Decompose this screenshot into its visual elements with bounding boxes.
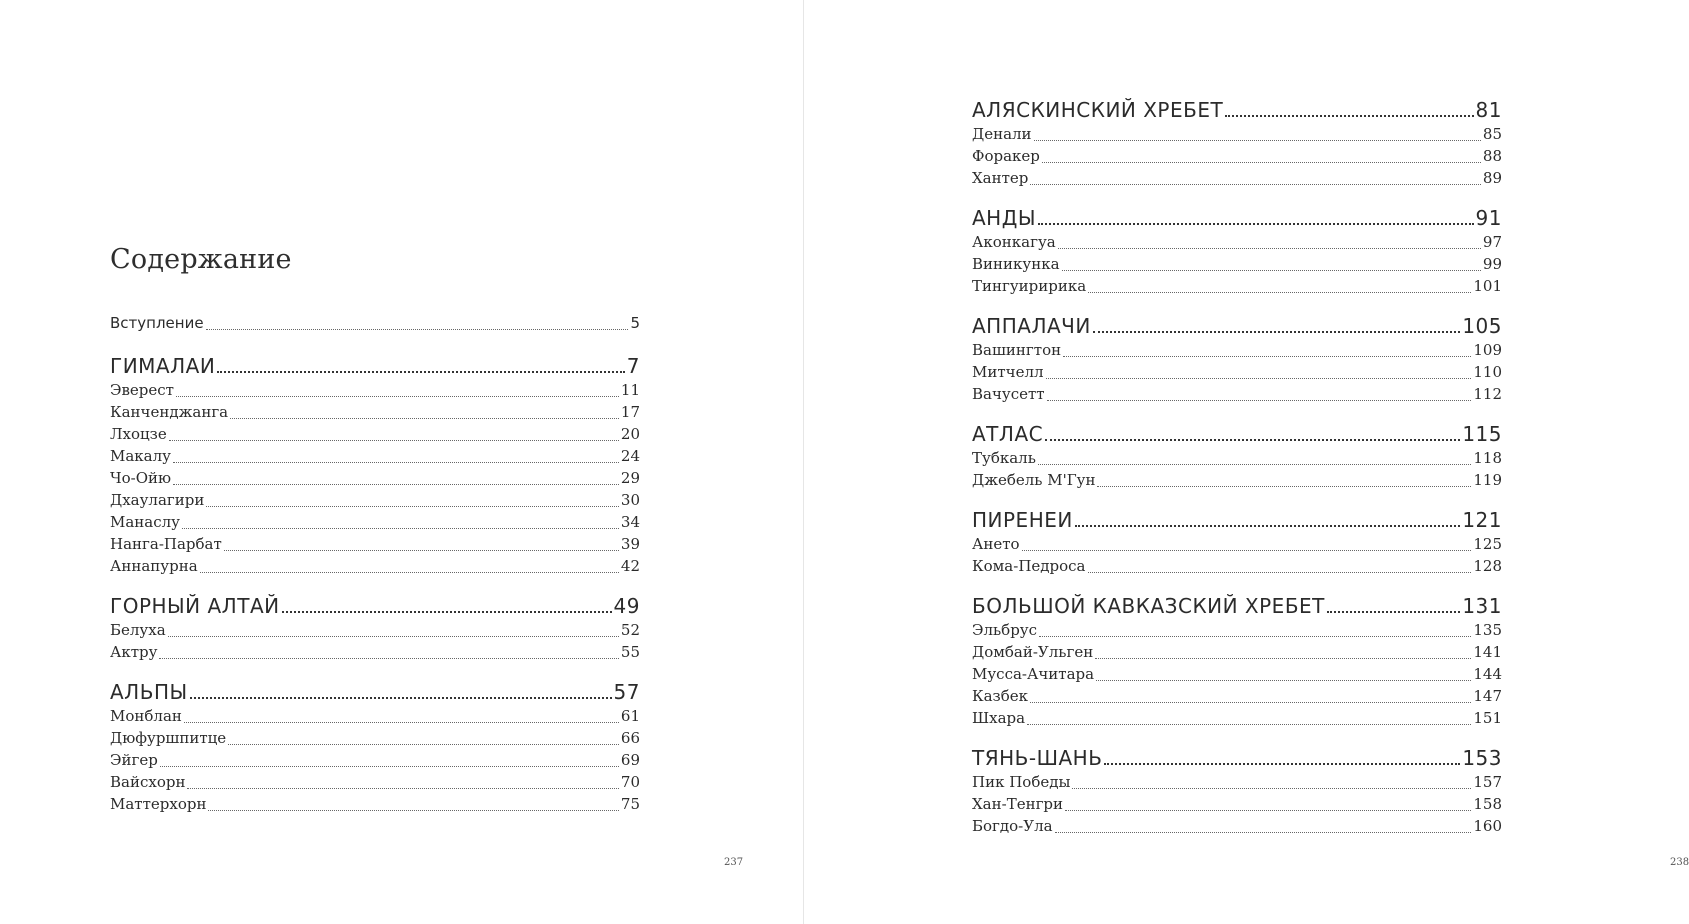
- toc-entry-label: Виникунка: [972, 255, 1060, 273]
- toc-intro-row[interactable]: [110, 312, 640, 334]
- toc-entry-label: АНДЫ: [972, 206, 1036, 230]
- toc-entry[interactable]: [110, 423, 640, 445]
- toc-entry-label: Канченджанга: [110, 403, 229, 421]
- dot-leader: [1063, 339, 1471, 361]
- toc-section-heading[interactable]: [110, 679, 640, 705]
- toc-section: [110, 353, 640, 577]
- left-page: [0, 0, 804, 924]
- toc-entry-label: Монблан: [110, 707, 182, 725]
- toc-page-number: 115: [1462, 422, 1502, 446]
- dot-leader: [187, 771, 618, 793]
- toc-page-number: 121: [1462, 508, 1502, 532]
- toc-page-number: 81: [1475, 98, 1502, 122]
- toc-entry-label: АЛЯСКИНСКИЙ ХРЕБЕТ: [972, 98, 1224, 122]
- dot-leader: [1039, 619, 1471, 641]
- toc-entry-label: Аннапурна: [110, 557, 198, 575]
- dot-leader: [173, 445, 619, 467]
- dot-leader: [168, 619, 619, 641]
- toc-entry-label: Ането: [972, 535, 1020, 553]
- toc-entry[interactable]: [972, 771, 1502, 793]
- page-title: Содержание: [110, 244, 292, 275]
- dot-leader: [1047, 383, 1472, 405]
- left-sections: [110, 353, 640, 815]
- toc-page-number: 69: [620, 751, 640, 769]
- dot-leader: [182, 511, 619, 533]
- toc-page-number: 88: [1482, 147, 1502, 165]
- dot-leader: [1046, 361, 1472, 383]
- toc-page-number: 89: [1482, 169, 1502, 187]
- toc-page-number: 85: [1482, 125, 1502, 143]
- toc-page-number: 7: [626, 354, 640, 378]
- toc-entry-label: Джебель М'Гун: [972, 471, 1096, 489]
- toc-entry-label: Эльбрус: [972, 621, 1038, 639]
- toc-page-number: 141: [1473, 643, 1502, 661]
- toc-entry-label: Эверест: [110, 381, 174, 399]
- toc-entry-label: АЛЬПЫ: [110, 680, 188, 704]
- toc-page-number: 75: [620, 795, 640, 813]
- toc-section: [972, 97, 1502, 189]
- page-folio-left: 237: [724, 857, 744, 868]
- toc-page-number: 157: [1473, 773, 1502, 791]
- toc-page-number: 97: [1482, 233, 1502, 251]
- toc-page-number: 66: [620, 729, 640, 747]
- toc-entry-label: Пик Победы: [972, 773, 1071, 791]
- right-toc: [972, 97, 1502, 853]
- toc-entry-label: Белуха: [110, 621, 166, 639]
- toc-page-number: 39: [620, 535, 640, 553]
- dot-leader: [1072, 771, 1471, 793]
- dot-leader: [1034, 123, 1481, 145]
- dot-leader: [1075, 507, 1460, 533]
- toc-entry-label: Шхара: [972, 709, 1026, 727]
- toc-entry-label: Домбай-Ульген: [972, 643, 1094, 661]
- dot-leader: [190, 679, 612, 705]
- toc-entry-label: Чо-Ойю: [110, 469, 172, 487]
- dot-leader: [224, 533, 619, 555]
- toc-section-heading[interactable]: [110, 593, 640, 619]
- toc-entry-label: ГИМАЛАИ: [110, 354, 216, 378]
- dot-leader: [1030, 685, 1471, 707]
- dot-leader: [1088, 555, 1472, 577]
- toc-page-number: 11: [620, 381, 640, 399]
- toc-page-number: 17: [620, 403, 640, 421]
- toc-entry[interactable]: [972, 555, 1502, 577]
- toc-page-number: 101: [1473, 277, 1502, 295]
- toc-page-number: 5: [630, 314, 640, 332]
- toc-page-number: 144: [1473, 665, 1502, 683]
- right-sections: [972, 97, 1502, 837]
- toc-section: [972, 313, 1502, 405]
- dot-leader: [208, 793, 618, 815]
- toc-section-heading[interactable]: [972, 313, 1502, 339]
- toc-entry[interactable]: [972, 145, 1502, 167]
- toc-page-number: 29: [620, 469, 640, 487]
- dot-leader: [1055, 815, 1472, 837]
- dot-leader: [1038, 205, 1474, 231]
- dot-leader: [160, 749, 619, 771]
- toc-entry[interactable]: [110, 619, 640, 641]
- toc-page-number: 109: [1473, 341, 1502, 359]
- toc-entry-label: Нанга-Парбат: [110, 535, 222, 553]
- toc-entry[interactable]: [110, 727, 640, 749]
- toc-entry-label: Денали: [972, 125, 1032, 143]
- toc-entry[interactable]: [972, 123, 1502, 145]
- toc-entry[interactable]: [972, 469, 1502, 491]
- dot-leader: [1058, 231, 1481, 253]
- dot-leader: [1045, 421, 1460, 447]
- dot-leader: [282, 593, 612, 619]
- toc-entry[interactable]: [110, 489, 640, 511]
- toc-entry-label: АППАЛАЧИ: [972, 314, 1091, 338]
- toc-entry-label: Богдо-Ула: [972, 817, 1053, 835]
- toc-section: [972, 745, 1502, 837]
- toc-entry-label: Митчелл: [972, 363, 1044, 381]
- dot-leader: [230, 401, 619, 423]
- toc-page-number: 70: [620, 773, 640, 791]
- toc-entry-label: ГОРНЫЙ АЛТАЙ: [110, 594, 280, 618]
- toc-entry-label: Вачусетт: [972, 385, 1045, 403]
- toc-entry[interactable]: [110, 749, 640, 771]
- toc-page-number: 105: [1462, 314, 1502, 338]
- toc-page-number: 57: [613, 680, 640, 704]
- toc-entry[interactable]: [972, 339, 1502, 361]
- toc-entry-label: АТЛАС: [972, 422, 1044, 446]
- dot-leader: [228, 727, 619, 749]
- toc-entry[interactable]: [972, 815, 1502, 837]
- page-folio-right: 238: [1670, 857, 1689, 868]
- toc-entry-label: Макалу: [110, 447, 171, 465]
- toc-entry[interactable]: [972, 361, 1502, 383]
- toc-entry-label: Эйгер: [110, 751, 158, 769]
- toc-entry[interactable]: [972, 253, 1502, 275]
- toc-section: [972, 593, 1502, 729]
- dot-leader: [1095, 641, 1471, 663]
- toc-page-number: 131: [1462, 594, 1502, 618]
- toc-page-number: 151: [1473, 709, 1502, 727]
- toc-entry-label: Вступление: [110, 314, 204, 332]
- toc-page-number: 61: [620, 707, 640, 725]
- dot-leader: [176, 379, 619, 401]
- toc-entry-label: Вашингтон: [972, 341, 1062, 359]
- toc-section-heading[interactable]: [972, 97, 1502, 123]
- page-gutter: [803, 0, 804, 924]
- right-page: [805, 0, 1689, 924]
- toc-entry[interactable]: [110, 533, 640, 555]
- toc-page-number: 135: [1473, 621, 1502, 639]
- dot-leader: [1027, 707, 1471, 729]
- dot-leader: [1327, 593, 1460, 619]
- toc-page-number: 110: [1473, 363, 1502, 381]
- toc-section-heading[interactable]: [972, 507, 1502, 533]
- toc-page-number: 24: [620, 447, 640, 465]
- toc-entry-label: Аконкагуа: [972, 233, 1056, 251]
- toc-entry[interactable]: [110, 793, 640, 815]
- toc-entry-label: Кома-Педроса: [972, 557, 1086, 575]
- toc-page-number: 125: [1473, 535, 1502, 553]
- dot-leader: [200, 555, 619, 577]
- toc-page-number: 112: [1473, 385, 1502, 403]
- toc-section: [972, 421, 1502, 491]
- toc-entry[interactable]: [972, 707, 1502, 729]
- toc-section-heading[interactable]: [972, 593, 1502, 619]
- dot-leader: [206, 312, 629, 334]
- toc-page-number: 99: [1482, 255, 1502, 273]
- toc-page-number: 30: [620, 491, 640, 509]
- dot-leader: [1093, 313, 1460, 339]
- toc-entry[interactable]: [972, 685, 1502, 707]
- toc-entry[interactable]: [110, 641, 640, 663]
- dot-leader: [1042, 145, 1481, 167]
- toc-section: [972, 507, 1502, 577]
- dot-leader: [184, 705, 619, 727]
- toc-entry-label: ПИРЕНЕИ: [972, 508, 1073, 532]
- left-toc: [110, 312, 640, 831]
- toc-section-heading[interactable]: [110, 353, 640, 379]
- toc-entry-label: Мусса-Ачитара: [972, 665, 1095, 683]
- dot-leader: [159, 641, 618, 663]
- toc-entry-label: Маттерхорн: [110, 795, 207, 813]
- dot-leader: [1062, 253, 1481, 275]
- toc-entry-label: Дхаулагири: [110, 491, 205, 509]
- dot-leader: [1022, 533, 1472, 555]
- toc-entry[interactable]: [972, 533, 1502, 555]
- toc-entry[interactable]: [972, 383, 1502, 405]
- toc-section-heading[interactable]: [972, 745, 1502, 771]
- dot-leader: [1088, 275, 1471, 297]
- toc-entry[interactable]: [110, 379, 640, 401]
- toc-entry-label: Форакер: [972, 147, 1040, 165]
- toc-section: [110, 679, 640, 815]
- dot-leader: [206, 489, 619, 511]
- toc-entry[interactable]: [110, 771, 640, 793]
- toc-entry[interactable]: [972, 793, 1502, 815]
- toc-entry-label: БОЛЬШОЙ КАВКАЗСКИЙ ХРЕБЕТ: [972, 594, 1325, 618]
- toc-entry[interactable]: [972, 167, 1502, 189]
- toc-entry[interactable]: [110, 705, 640, 727]
- toc-entry[interactable]: [972, 663, 1502, 685]
- toc-entry-label: Хан-Тенгри: [972, 795, 1064, 813]
- toc-entry-label: Тубкаль: [972, 449, 1036, 467]
- toc-entry[interactable]: [110, 467, 640, 489]
- toc-entry[interactable]: [972, 619, 1502, 641]
- dot-leader: [1096, 663, 1471, 685]
- toc-entry[interactable]: [110, 401, 640, 423]
- toc-section: [972, 205, 1502, 297]
- toc-entry[interactable]: [110, 555, 640, 577]
- dot-leader: [1030, 167, 1481, 189]
- toc-entry-label: Манаслу: [110, 513, 180, 531]
- toc-entry-label: Хантер: [972, 169, 1029, 187]
- toc-section-heading[interactable]: [972, 205, 1502, 231]
- toc-page-number: 128: [1473, 557, 1502, 575]
- toc-entry-label: Казбек: [972, 687, 1029, 705]
- toc-entry-label: Актру: [110, 643, 158, 661]
- dot-leader: [1225, 97, 1473, 123]
- toc-entry[interactable]: [972, 231, 1502, 253]
- toc-page-number: 158: [1473, 795, 1502, 813]
- toc-page-number: 42: [620, 557, 640, 575]
- toc-entry-label: ТЯНЬ-ШАНЬ: [972, 746, 1103, 770]
- toc-page-number: 20: [620, 425, 640, 443]
- toc-page-number: 153: [1462, 746, 1502, 770]
- dot-leader: [169, 423, 619, 445]
- toc-entry-label: Тингуиририка: [972, 277, 1087, 295]
- dot-leader: [1097, 469, 1471, 491]
- toc-page-number: 147: [1473, 687, 1502, 705]
- toc-section-heading[interactable]: [972, 421, 1502, 447]
- toc-page-number: 55: [620, 643, 640, 661]
- toc-page-number: 49: [613, 594, 640, 618]
- toc-entry[interactable]: [972, 641, 1502, 663]
- toc-entry[interactable]: [972, 275, 1502, 297]
- dot-leader: [1104, 745, 1460, 771]
- toc-entry[interactable]: [110, 445, 640, 467]
- toc-page-number: 160: [1473, 817, 1502, 835]
- dot-leader: [217, 353, 624, 379]
- toc-section: [110, 593, 640, 663]
- dot-leader: [173, 467, 619, 489]
- toc-page-number: 119: [1473, 471, 1502, 489]
- toc-page-number: 52: [620, 621, 640, 639]
- toc-entry[interactable]: [972, 447, 1502, 469]
- toc-entry-label: Лхоцзе: [110, 425, 167, 443]
- toc-entry-label: Вайсхорн: [110, 773, 186, 791]
- toc-page-number: 34: [620, 513, 640, 531]
- dot-leader: [1038, 447, 1471, 469]
- toc-entry-label: Дюфуршпитце: [110, 729, 227, 747]
- toc-entry[interactable]: [110, 511, 640, 533]
- toc-page-number: 118: [1473, 449, 1502, 467]
- toc-page-number: 91: [1475, 206, 1502, 230]
- dot-leader: [1065, 793, 1471, 815]
